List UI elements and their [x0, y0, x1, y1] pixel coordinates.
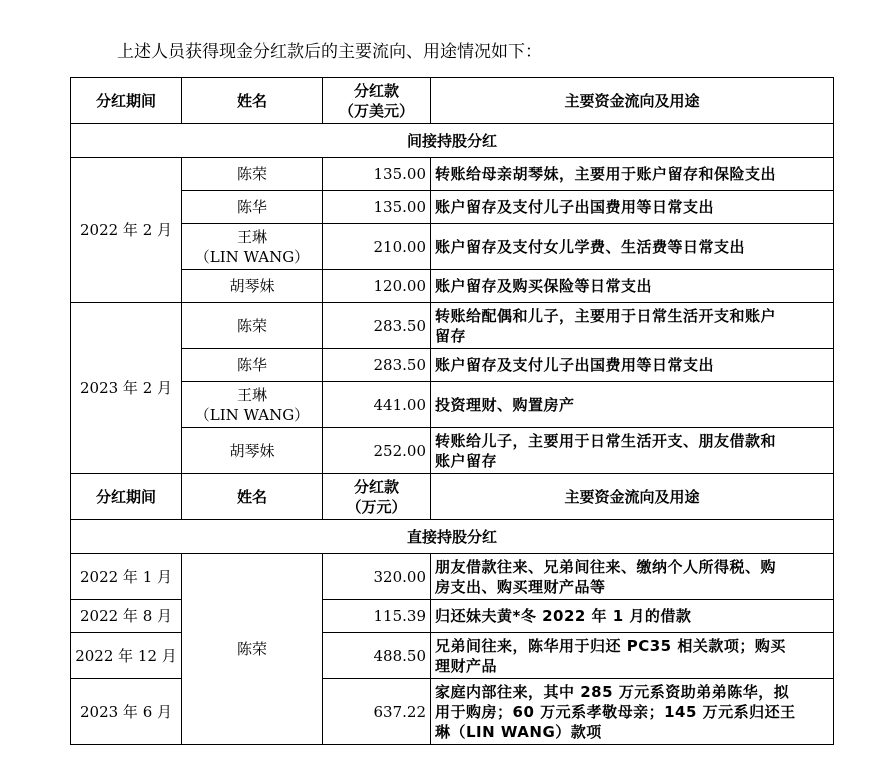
header-use: 主要资金流向及用途 [431, 474, 834, 520]
name-cell: 胡琴妹 [182, 428, 323, 474]
header-period: 分红期间 [71, 78, 182, 124]
header-name: 姓名 [182, 474, 323, 520]
amount-cell: 488.50 [323, 633, 431, 679]
amount-cell: 135.00 [323, 191, 431, 224]
name-cell: 陈华 [182, 191, 323, 224]
name-line1: 王琳 [236, 227, 267, 246]
name-line2: （LIN WANG） [194, 247, 310, 266]
use-cell [431, 554, 834, 600]
period-cell: 2022 年 1 月 [71, 554, 182, 600]
amount-cell: 120.00 [323, 270, 431, 303]
name-line2: （LIN WANG） [194, 405, 310, 424]
use-line1: 转账给儿子，主要用于日常生活开支、朋友借款和 [435, 431, 777, 450]
use-line1: 转账给配偶和儿子，主要用于日常生活开支和账户 [435, 306, 777, 325]
header-amount-line1: 分红款 [353, 477, 399, 496]
use-line3: 琳（LIN WANG）款项 [435, 722, 602, 741]
section-row [71, 124, 834, 158]
amount-cell: 320.00 [323, 554, 431, 600]
name-cell [182, 382, 323, 428]
use-cell [431, 428, 834, 474]
use-cell: 账户留存及支付女儿学费、生活费等日常支出 [431, 224, 834, 270]
use-cell: 账户留存及支付儿子出国费用等日常支出 [431, 191, 834, 224]
use-line1: 家庭内部往来，其中 285 万元系资助弟弟陈华，拟 [435, 682, 790, 701]
amount-cell: 210.00 [323, 224, 431, 270]
amount-cell: 441.00 [323, 382, 431, 428]
amount-cell: 283.50 [323, 303, 431, 349]
table-row [71, 158, 834, 191]
use-line2: 账户留存 [435, 451, 498, 470]
name-cell: 陈荣 [182, 158, 323, 191]
name-line1: 王琳 [236, 385, 267, 404]
table-row [71, 224, 834, 270]
header-name: 姓名 [182, 78, 323, 124]
name-cell: 陈荣 [182, 303, 323, 349]
name-cell: 胡琴妹 [182, 270, 323, 303]
amount-cell: 637.22 [323, 679, 431, 745]
amount-cell: 135.00 [323, 158, 431, 191]
use-line1: 兄弟间往来，陈华用于归还 PC35 相关款项；购买 [435, 636, 786, 655]
use-cell [431, 633, 834, 679]
table-row [71, 191, 834, 224]
amount-cell: 115.39 [323, 600, 431, 633]
header-use: 主要资金流向及用途 [431, 78, 834, 124]
use-cell: 账户留存及购买保险等日常支出 [431, 270, 834, 303]
use-cell [431, 303, 834, 349]
table-row [71, 554, 834, 600]
use-cell: 归还妹夫黄*冬 2022 年 1 月的借款 [431, 600, 834, 633]
intro-text: 上述人员获得现金分红款后的主要流向、用途情况如下： [117, 42, 542, 62]
table-row [71, 382, 834, 428]
section-title-indirect: 间接持股分红 [71, 124, 834, 158]
header-amount [323, 78, 431, 124]
use-line2: 房支出、购买理财产品等 [435, 577, 606, 596]
use-cell: 账户留存及支付儿子出国费用等日常支出 [431, 349, 834, 382]
use-line1: 朋友借款往来、兄弟间往来、缴纳个人所得税、购 [435, 557, 777, 576]
amount-cell: 283.50 [323, 349, 431, 382]
use-cell: 投资理财、购置房产 [431, 382, 834, 428]
section-row [71, 520, 834, 554]
table-header-row [71, 78, 834, 124]
table-row [71, 270, 834, 303]
header-amount-line2: （万元） [346, 497, 407, 516]
header-amount [323, 474, 431, 520]
dividend-table [70, 77, 834, 745]
name-cell: 陈荣 [182, 554, 323, 745]
use-line2: 理财产品 [435, 656, 498, 675]
header-period: 分红期间 [71, 474, 182, 520]
period-cell: 2022 年 12 月 [71, 633, 182, 679]
header-amount-line2: （万美元） [338, 101, 414, 120]
use-cell: 转账给母亲胡琴妹，主要用于账户留存和保险支出 [431, 158, 834, 191]
header-amount-line1: 分红款 [353, 81, 399, 100]
period-cell: 2022 年 8 月 [71, 600, 182, 633]
period-cell: 2023 年 6 月 [71, 679, 182, 745]
table-row [71, 349, 834, 382]
period-cell: 2022 年 2 月 [71, 158, 182, 303]
table-header-row [71, 474, 834, 520]
period-cell: 2023 年 2 月 [71, 303, 182, 474]
amount-cell: 252.00 [323, 428, 431, 474]
section-title-direct: 直接持股分红 [71, 520, 834, 554]
use-cell [431, 679, 834, 745]
name-cell [182, 224, 323, 270]
table-row [71, 428, 834, 474]
use-line2: 留存 [435, 326, 467, 345]
name-cell: 陈华 [182, 349, 323, 382]
table-row [71, 303, 834, 349]
use-line2: 用于购房；60 万元系孝敬母亲；145 万元系归还王 [435, 702, 796, 721]
